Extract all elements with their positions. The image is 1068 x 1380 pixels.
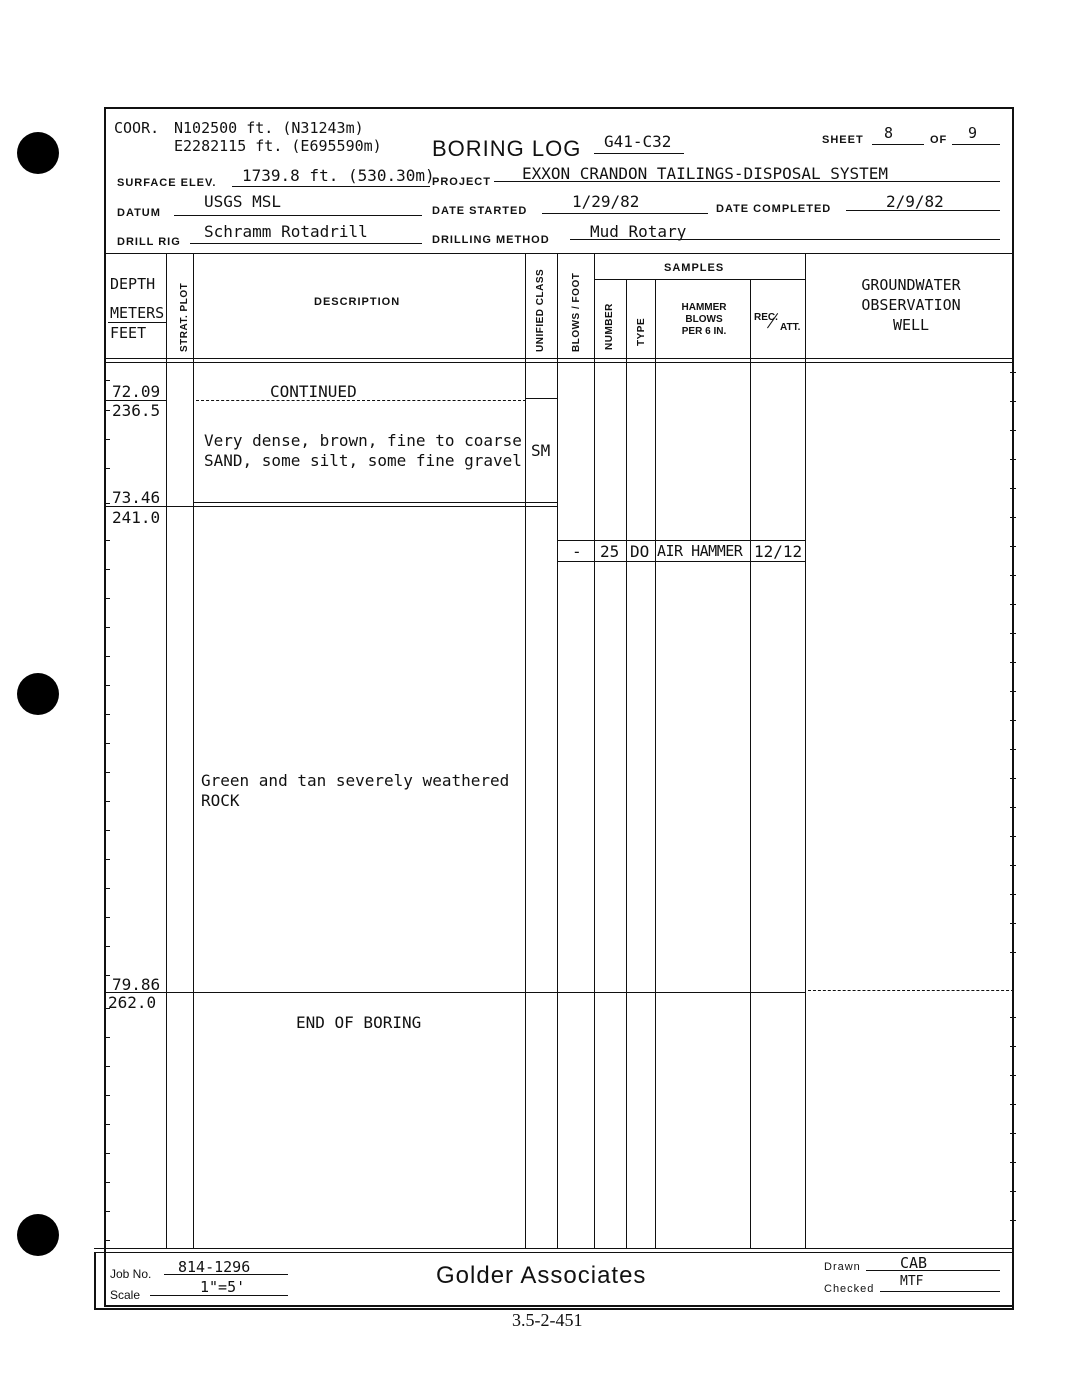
punch-hole-bottom: [17, 1214, 59, 1256]
description-sand: [204, 431, 522, 471]
description-rock-line2: ROCK: [201, 791, 240, 810]
depth-meters-3: 79.86: [112, 975, 161, 994]
sample-hammer: AIR HAMMER: [657, 542, 743, 560]
project-label: PROJECT: [432, 176, 491, 188]
col-strat-plot: STRAT. PLOT: [179, 282, 190, 352]
end-boundary-dashed: [808, 990, 1014, 991]
col-depth: DEPTH: [110, 275, 156, 293]
scale-label: Scale: [110, 1288, 141, 1302]
date-completed-value: 2/9/82: [886, 192, 944, 211]
coor-east: E2282115 ft. (E695590m): [174, 137, 382, 155]
col-hammer-line3: PER 6 IN.: [681, 326, 727, 337]
depth-feet-3: 262.0: [108, 993, 157, 1012]
date-completed-label: DATE COMPLETED: [716, 203, 832, 215]
col-meters: METERS: [110, 304, 165, 322]
boring-id: G41-C32: [604, 132, 672, 151]
col-groundwater-line2: OBSERVATION: [861, 296, 961, 314]
sample-blows: -: [572, 542, 582, 561]
col-groundwater-line1: GROUNDWATER: [861, 276, 961, 294]
col-blows-foot: BLOWS / FOOT: [571, 272, 582, 352]
checked-label: Checked: [824, 1283, 875, 1295]
continued-label: CONTINUED: [270, 382, 357, 401]
drilling-method-value: Mud Rotary: [590, 222, 687, 241]
document-number: 3.5-2-451: [512, 1310, 583, 1330]
scale-value: 1"=5': [200, 1278, 246, 1296]
project-value: EXXON CRANDON TAILINGS-DISPOSAL SYSTEM: [522, 164, 889, 183]
surface-elev-label: SURFACE ELEV.: [117, 177, 217, 189]
job-label: Job No.: [110, 1267, 152, 1281]
of-label: OF: [930, 134, 948, 146]
sample-number: 25: [600, 542, 620, 561]
datum-label: DATUM: [117, 207, 161, 219]
checked-value: MTF: [900, 1274, 924, 1289]
depth-feet-2: 241.0: [112, 508, 161, 527]
date-started-label: DATE STARTED: [432, 205, 528, 217]
surface-elev-value: 1739.8 ft. (530.30m): [242, 166, 435, 185]
description-rock-line1: Green and tan severely weathered: [201, 771, 510, 790]
job-number: 814-1296: [178, 1258, 251, 1276]
col-samples: SAMPLES: [664, 262, 725, 274]
page-title: BORING LOG: [432, 136, 582, 161]
description-sand-line1: Very dense, brown, fine to coarse: [204, 431, 522, 450]
date-started-value: 1/29/82: [572, 192, 640, 211]
col-description: DESCRIPTION: [314, 296, 401, 308]
sheet-total: 9: [968, 124, 978, 142]
sample-type: DO: [630, 542, 650, 561]
sheet-number: 8: [884, 124, 894, 142]
sheet-label: SHEET: [822, 134, 864, 146]
col-groundwater: [808, 275, 1014, 335]
depth-meters-1: 72.09: [112, 382, 161, 401]
col-unified-class: UNIFIED CLASS: [535, 268, 546, 352]
depth-feet-1: 236.5: [112, 401, 161, 420]
drawn-value: CAB: [900, 1254, 928, 1272]
description-sand-line2: SAND, some silt, some fine gravel: [204, 451, 522, 470]
col-type: TYPE: [636, 317, 647, 346]
description-rock: [201, 771, 509, 811]
col-feet: FEET: [110, 324, 147, 342]
col-hammer-line1: HAMMER: [681, 302, 727, 313]
col-rec: REC.: [754, 312, 778, 323]
unified-class-sm: SM: [531, 441, 551, 460]
sample-recovery: 12/12: [754, 542, 803, 561]
company-name: Golder Associates: [436, 1262, 647, 1289]
col-hammer-line2: BLOWS: [685, 314, 723, 325]
punch-hole-top: [17, 132, 59, 174]
datum-value: USGS MSL: [204, 192, 282, 211]
drilling-method-label: DRILLING METHOD: [432, 234, 550, 246]
coor-north: N102500 ft. (N31243m): [174, 119, 364, 137]
col-number: NUMBER: [604, 303, 615, 350]
end-of-boring: END OF BORING: [296, 1013, 422, 1032]
continued-boundary: [196, 400, 526, 401]
col-hammer: [658, 302, 750, 338]
coor-label: COOR.: [114, 119, 160, 137]
drawn-label: Drawn: [824, 1261, 861, 1273]
drill-rig-label: DRILL RIG: [117, 236, 181, 248]
col-groundwater-line3: WELL: [892, 316, 930, 334]
punch-hole-middle: [17, 673, 59, 715]
drill-rig-value: Schramm Rotadrill: [204, 222, 368, 241]
depth-meters-2: 73.46: [112, 488, 161, 507]
col-att: ATT.: [780, 322, 801, 333]
